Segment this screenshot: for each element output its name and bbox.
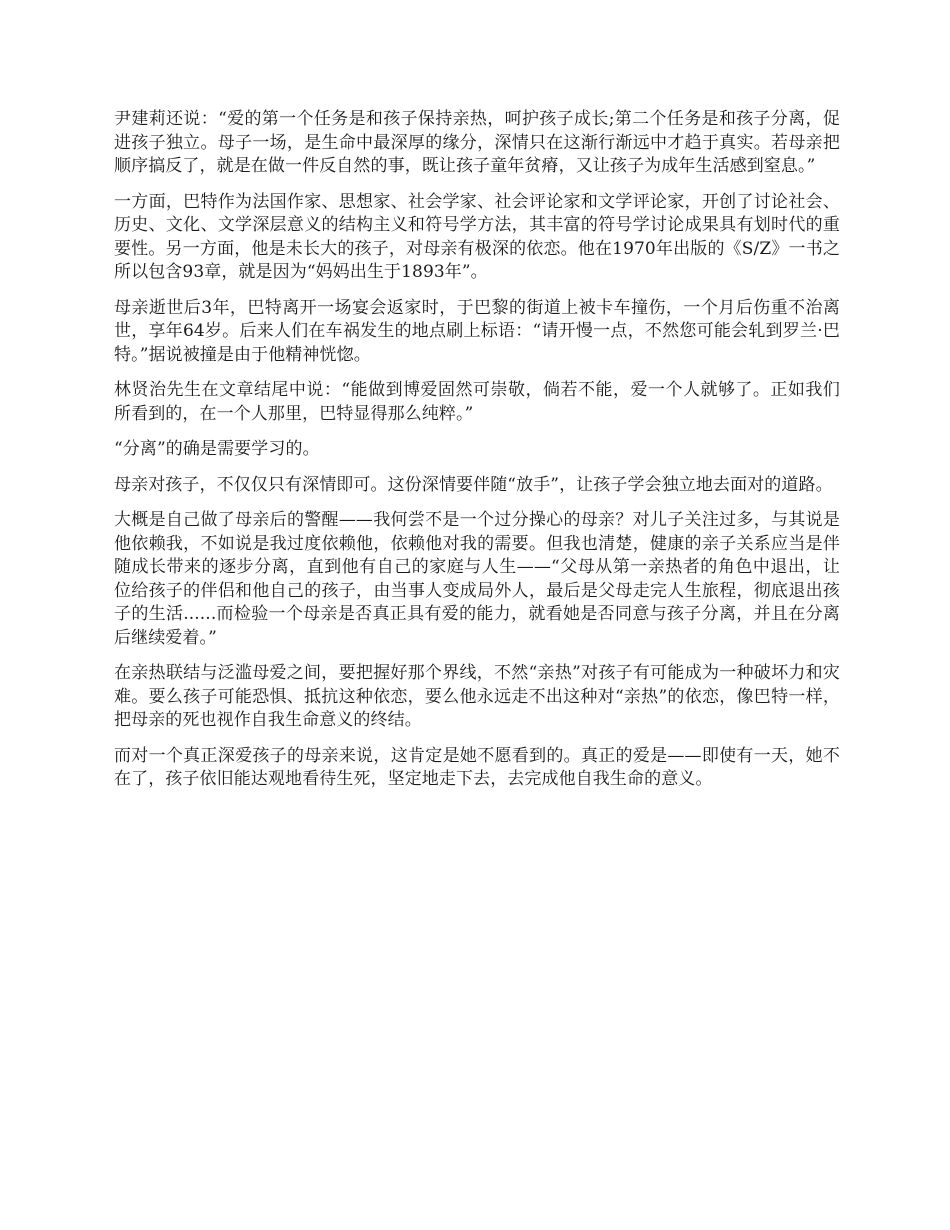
paragraph-8: 在亲热联结与泛滥母爱之间，要把握好那个界线，不然“亲热”对孩子有可能成为一种破坏力和灾难。要么孩子可能恐惧、抵抗这种依恋，要么他永远走不出这种对“亲热”的依恋，像巴特一样，把母亲的死也视作自我生命意义的终结。 (114, 663, 840, 730)
paragraph-9: 而对一个真正深爱孩子的母亲来说，这肯定是她不愿看到的。真正的爱是——即使有一天，她不在了，孩子依旧能达观地看待生死，坚定地走下去，去完成他自我生命的意义。 (114, 745, 840, 789)
document-body (114, 108, 840, 804)
paragraph-3: 母亲逝世后3年，巴特离开一场宴会返家时，于巴黎的街道上被卡车撞伤，一个月后伤重不治离世，享年64岁。后来人们在车祸发生的地点刷上标语：“请开慢一点，不然您可能会轧到罗兰·巴特。”据说被撞是由于他精神恍惚。 (114, 297, 840, 365)
paragraph-6: 母亲对孩子，不仅仅只有深情即可。这份深情要伴随“放手”，让孩子学会独立地去面对的道路。 (114, 474, 833, 495)
paragraph-4: 林贤治先生在文章结尾中说：“能做到博爱固然可崇敬，倘若不能，爱一个人就够了。正如我们所看到的，在一个人那里，巴特显得那么纯粹。” (114, 380, 840, 424)
paragraph-2: 一方面，巴特作为法国作家、思想家、社会学家、社会评论家和文学评论家，开创了讨论社会、历史、文化、文学深层意义的结构主义和符号学方法，其丰富的符号学讨论成果具有划时代的重要性。另一方面，他是未长大的孩子，对母亲有极深的依恋。他在1970年出版的《S/Z》一书之所以包含93章，就是因为“妈妈出生于1893年”。 (114, 191, 840, 282)
paragraph-5: “分离”的确是需要学习的。 (114, 439, 320, 459)
paragraph-1: 尹建莉还说：“爱的第一个任务是和孩子保持亲热，呵护孩子成长;第二个任务是和孩子分离，促进孩子独立。母子一场，是生命中最深厚的缘分，深情只在这渐行渐远中才趋于真实。若母亲把顺序搞反了，就是在做一件反自然的事，既让孩子童年贫瘠，又让孩子为成年生活感到窒息。” (114, 109, 840, 176)
paragraph-7: 大概是自己做了母亲后的警醒——我何尝不是一个过分操心的母亲？对儿子关注过多，与其说是他依赖我，不如说是我过度依赖他，依赖他对我的需要。但我也清楚，健康的亲子关系应当是伴随成长带来的逐步分离，直到他有自己的家庭与人生——“父母从第一亲热者的角色中退出，让位给孩子的伴侣和他自己的孩子，由当事人变成局外人，最后是父母走完人生旅程，彻底退出孩子的生活......而检验一个母亲是否真正具有爱的能力，就看她是否同意与孩子分离，并且在分离后继续爱着。” (114, 510, 840, 648)
